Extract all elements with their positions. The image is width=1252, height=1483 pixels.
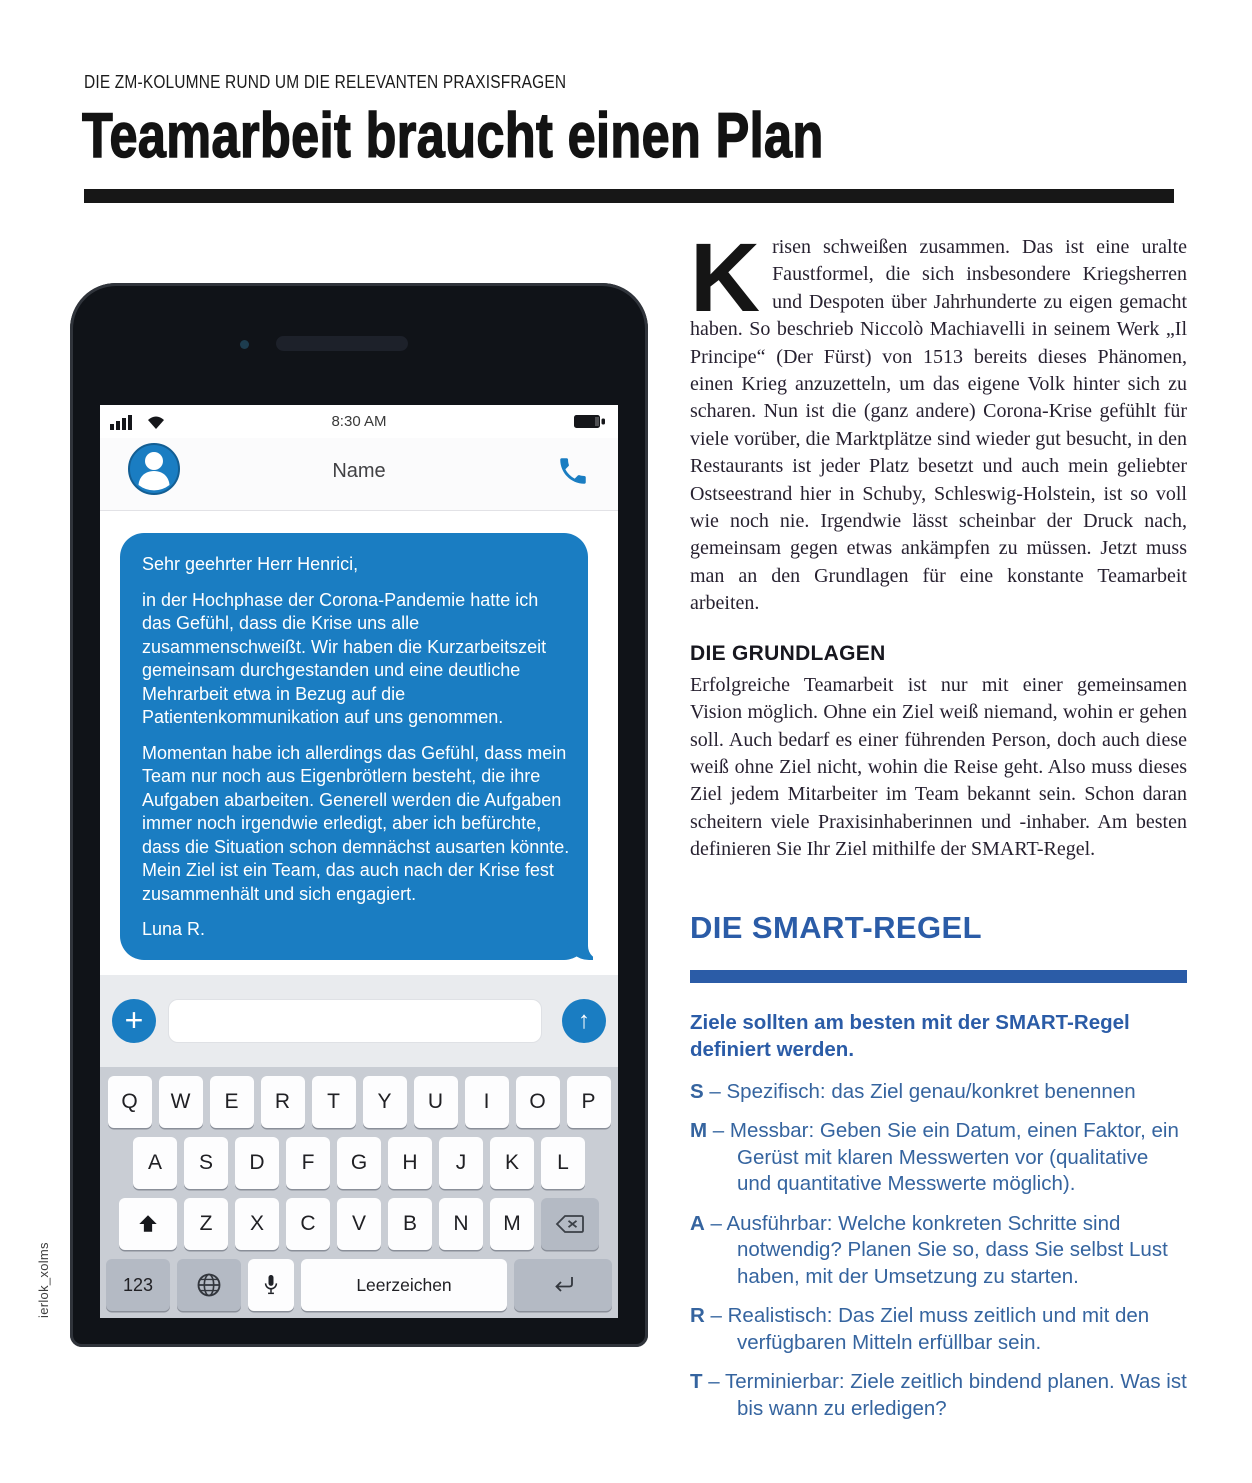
send-button[interactable]: ↑ (562, 999, 606, 1043)
key-b[interactable]: B (388, 1198, 432, 1250)
smart-heading: DIE SMART-REGEL (690, 909, 982, 945)
camera-dot-icon (240, 340, 249, 349)
message-bubble (120, 533, 588, 960)
keyboard-row-3 (100, 1198, 618, 1250)
key-v[interactable]: V (337, 1198, 381, 1250)
shift-key[interactable] (119, 1198, 177, 1250)
smart-letter: T (690, 1370, 703, 1394)
key-j[interactable]: J (439, 1137, 483, 1189)
key-h[interactable]: H (388, 1137, 432, 1189)
key-e[interactable]: E (210, 1076, 254, 1128)
key-m[interactable]: M (490, 1198, 534, 1250)
smart-letter: S (690, 1079, 704, 1103)
smart-item-s (690, 1079, 1187, 1106)
lead-paragraph (690, 223, 1187, 618)
smart-text: Terminierbar: Ziele zeitlich bindend planen. Was ist bis wann zu erledigen? (724, 1370, 1187, 1420)
backspace-icon (555, 1214, 585, 1234)
return-key[interactable] (514, 1259, 612, 1311)
status-bar (100, 405, 618, 438)
message-paragraph: Momentan habe ich allerdings das Gefühl, dass mein Team nur noch aus Eigenbrötlern besteht, die ihre Aufgaben abarbeiten. Generell werden die Aufgaben immer noch irgendwie erledigt, aber ich befürchte, dass die Situation schon demnächst ausarten könnte. Mein Ziel ist ein Team, das auch nach der Krise fest zusammenhält und sich engagiert. (142, 742, 570, 904)
message-paragraph: Luna R. (142, 919, 206, 939)
key-p[interactable]: P (567, 1076, 611, 1128)
title-rule (84, 189, 1174, 203)
grundlagen-heading: DIE GRUNDLAGEN (690, 641, 886, 665)
chat-area (100, 511, 618, 975)
chat-header (100, 438, 618, 511)
key-w[interactable]: W (159, 1076, 203, 1128)
message-paragraph: in der Hochphase der Corona-Pandemie hatte ich das Gefühl, dass die Krise uns alle zusammenschweißt. Wir haben die Kurzarbeitszeit gemeinsam durchgestanden und eine deutliche Mehrarbeit etwa in Bezug auf die Patientenkommunikation auf uns genommen. (142, 589, 547, 727)
smart-item-a (690, 1211, 1187, 1291)
smart-text: Spezifisch: das Ziel genau/konkret benennen (726, 1079, 1136, 1103)
smart-text: Realistisch: Das Ziel muss zeitlich und mit den verfügbaren Mitteln erfüllbar sein. (727, 1304, 1150, 1354)
key-d[interactable]: D (235, 1137, 279, 1189)
key-l[interactable]: L (541, 1137, 585, 1189)
speaker-slot (276, 336, 408, 351)
shift-icon (137, 1213, 159, 1235)
article-column (690, 223, 1187, 1435)
phone-screen (100, 405, 618, 1318)
smart-letter: M (690, 1119, 708, 1143)
key-r[interactable]: R (261, 1076, 305, 1128)
keyboard-row-4 (100, 1259, 618, 1311)
space-key[interactable]: Leerzeichen (301, 1259, 507, 1311)
keyboard-row-2 (100, 1137, 618, 1189)
globe-key[interactable] (177, 1259, 241, 1311)
key-k[interactable]: K (490, 1137, 534, 1189)
message-paragraph: Sehr geehrter Herr Henrici, (142, 554, 359, 574)
drop-cap: K (690, 223, 761, 332)
smart-dash: – (710, 1211, 722, 1235)
key-y[interactable]: Y (363, 1076, 407, 1128)
smart-item-r (690, 1303, 1187, 1356)
smart-item-t (690, 1369, 1187, 1422)
return-icon (550, 1274, 576, 1296)
key-f[interactable]: F (286, 1137, 330, 1189)
grundlagen-paragraph: Erfolgreiche Teamarbeit ist nur mit einer gemeinsamen Vision möglich. Ohne ein Ziel weiß niemand, wohin er gehen soll. Auch bedarf es einer führenden Person, doch auch diese weiß ohne Ziel nicht, wohin die Reise geht. Also muss dieses Ziel jedem Mitarbeiter im Team bekannt sein. Schon daran scheitern viele Praxisinhaberinnen und -inhaber. Am besten definieren Sie Ihr Ziel mithilfe der SMART-Regel. (690, 673, 1187, 861)
call-icon[interactable] (556, 454, 590, 488)
key-z[interactable]: Z (184, 1198, 228, 1250)
add-attachment-button[interactable]: + (112, 999, 156, 1043)
smart-letter: R (690, 1304, 705, 1328)
battery-icon (574, 414, 606, 429)
key-g[interactable]: G (337, 1137, 381, 1189)
keyboard (100, 1067, 618, 1318)
kicker: DIE ZM-KOLUMNE RUND UM DIE RELEVANTEN PRAXISFRAGEN (84, 72, 567, 92)
smart-intro: Ziele sollten am besten mit der SMART-Regel definiert werden. (690, 1010, 1130, 1061)
contact-name: Name (332, 460, 386, 482)
smart-dash: – (712, 1119, 725, 1143)
numbers-key[interactable]: 123 (106, 1259, 170, 1311)
backspace-key[interactable] (541, 1198, 599, 1250)
key-o[interactable]: O (516, 1076, 560, 1128)
smart-dash: – (709, 1079, 721, 1103)
lead-text: risen schweißen zusammen. Das ist eine uralte Faustformel, die sich insbesondere Kriegsherren und Despoten über Jahrhunderte zu eigen gemacht haben. So beschrieb Niccolò Machiavelli in seinem Werk „Il Principe“ (Der Fürst) von 1513 bereits dieses Phänomen, einen Krieg anzuzetteln, um das eigene Volk hinter sich zu scharen. Nun ist die (ganz andere) Corona-Krise gefühlt für viele vorüber, die Marktplätze sind wieder gut besucht, in den Restaurants ist jeder Platz besetzt und auch mein geliebter Ostseestrand hier in Schuby, Schleswig-Holstein, ist so voll wie noch nie. Irgendwie lässt scheinbar der Druck nach, gemeinsam gegen etwas ankämpfen zu müssen. Jetzt muss man an den Grundlagen für eine konstante Teamarbeit arbeiten. (690, 236, 1187, 615)
photo-credit: ierlok_xolms (36, 1242, 51, 1318)
key-i[interactable]: I (465, 1076, 509, 1128)
smart-list (690, 1079, 1187, 1423)
mic-key[interactable] (248, 1259, 294, 1311)
smart-dash: – (710, 1304, 722, 1328)
page-title: Teamarbeit braucht einen Plan (82, 101, 824, 171)
mic-icon (261, 1272, 281, 1298)
composer-bar (100, 975, 618, 1067)
key-c[interactable]: C (286, 1198, 330, 1250)
key-s[interactable]: S (184, 1137, 228, 1189)
status-time: 8:30 AM (331, 413, 387, 430)
key-n[interactable]: N (439, 1198, 483, 1250)
keyboard-row-1 (100, 1076, 618, 1128)
key-a[interactable]: A (133, 1137, 177, 1189)
message-input[interactable] (168, 999, 542, 1043)
key-x[interactable]: X (235, 1198, 279, 1250)
key-t[interactable]: T (312, 1076, 356, 1128)
smart-dash: – (708, 1370, 720, 1394)
globe-icon (195, 1271, 223, 1299)
phone-mockup (70, 283, 648, 1347)
key-q[interactable]: Q (108, 1076, 152, 1128)
smart-divider-bar (690, 970, 1187, 983)
smart-text: Messbar: Geben Sie ein Datum, einen Faktor, ein Gerüst mit klaren Messwerten vor (qualitative und quantitative Messwerte möglich). (729, 1119, 1179, 1196)
smart-letter: A (690, 1211, 705, 1235)
smart-item-m (690, 1118, 1187, 1198)
smart-text: Ausführbar: Welche konkreten Schritte sind notwendig? Planen Sie so, dass Sie selbst Lust haben, mit der Umsetzung zu starten. (726, 1211, 1168, 1288)
key-u[interactable]: U (414, 1076, 458, 1128)
